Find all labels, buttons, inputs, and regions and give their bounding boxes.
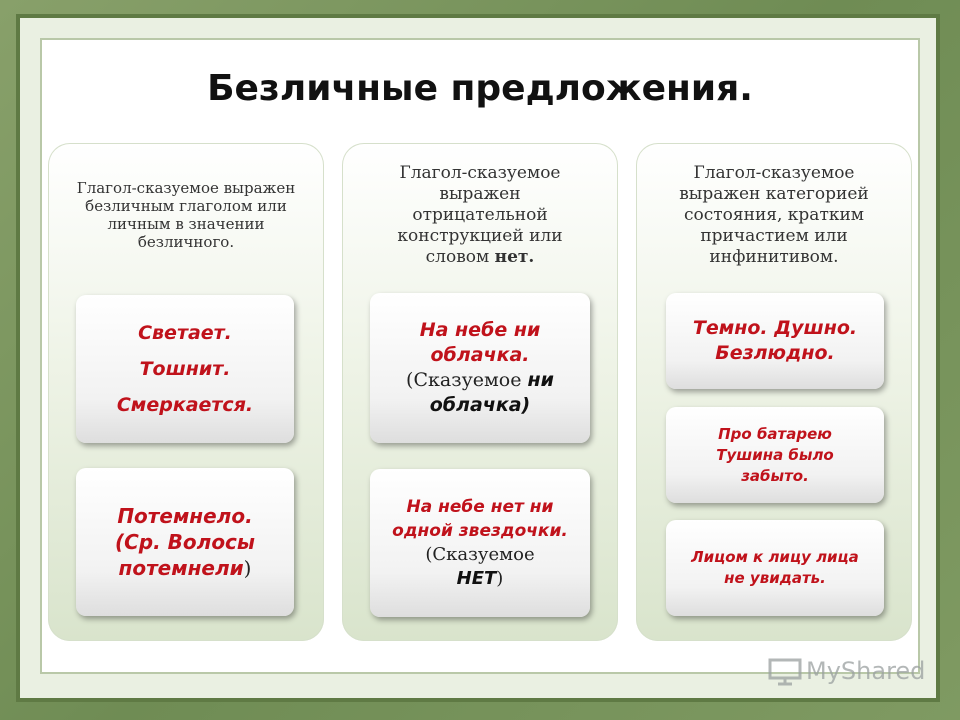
- example-text: Светает.: [138, 322, 232, 344]
- example-text: Тошнит.: [139, 358, 231, 380]
- example-text: Про батарею: [718, 424, 832, 443]
- example-text: На небе нет ни: [406, 497, 554, 517]
- example-text: (Сказуемое: [425, 544, 535, 565]
- example-text: НЕТ: [456, 568, 497, 589]
- example-text: облачка.: [430, 344, 530, 366]
- example-text: ни: [527, 369, 554, 391]
- description-line: Глагол-сказуемое выражен: [76, 179, 296, 197]
- example-card-7: [666, 520, 884, 616]
- example-card-6: [666, 407, 884, 503]
- example-text: одной звездочки.: [392, 521, 568, 541]
- slide-title: Безличные предложения.: [207, 68, 753, 109]
- example-text: Тушина было: [716, 445, 834, 464]
- description-line: состояния, кратким: [683, 205, 865, 225]
- example-card-1: [76, 295, 294, 443]
- description-line: личным в значении: [107, 215, 265, 233]
- example-text: На небе ни: [419, 319, 541, 341]
- description-line: инфинитивом.: [709, 247, 839, 267]
- example-text: Темно. Душно.: [692, 317, 858, 339]
- example-text: Лицом к лицу лица: [691, 548, 859, 566]
- description-line: причастием или: [700, 226, 848, 246]
- description-line: конструкцией или: [397, 226, 563, 246]
- example-text: не увидать.: [724, 569, 826, 587]
- myshared-watermark: [768, 656, 925, 686]
- example-text: облачка): [429, 394, 531, 416]
- description-line: безличным глаголом или: [85, 197, 287, 215]
- example-text: забыто.: [741, 466, 809, 485]
- description-line: безличного.: [137, 233, 235, 251]
- description-line: Глагол-сказуемое: [693, 163, 855, 183]
- column-impersonal-verb: [48, 143, 324, 641]
- keyword-net: нет.: [494, 247, 535, 267]
- description-line: Глагол-сказуемое: [399, 163, 561, 183]
- watermark-text: MyShared: [806, 657, 926, 685]
- example-text: ): [496, 568, 504, 589]
- example-card-5: [666, 293, 884, 389]
- example-text: Безлюдно.: [715, 342, 835, 364]
- example-text: (Сказуемое: [406, 369, 528, 391]
- column-2-description: [354, 163, 606, 268]
- example-text: (Ср. Волосы: [114, 530, 255, 554]
- example-card-2: [76, 468, 294, 616]
- example-card-4: [370, 469, 590, 617]
- column-state-category: [636, 143, 912, 641]
- description-line: выражен категорией: [679, 184, 869, 204]
- example-text: Потемнело.: [117, 504, 253, 528]
- column-1-description: [60, 179, 312, 251]
- example-card-3: [370, 293, 590, 443]
- example-text: ): [243, 556, 252, 580]
- example-text: потемнели: [118, 556, 244, 580]
- example-text: Смеркается.: [116, 394, 254, 416]
- description-line: словом: [425, 247, 495, 267]
- column-negative-construction: [342, 143, 618, 641]
- column-3-description: [648, 163, 900, 268]
- description-line: выражен: [439, 184, 521, 204]
- presentation-icon: [768, 656, 802, 686]
- description-line: отрицательной: [412, 205, 548, 225]
